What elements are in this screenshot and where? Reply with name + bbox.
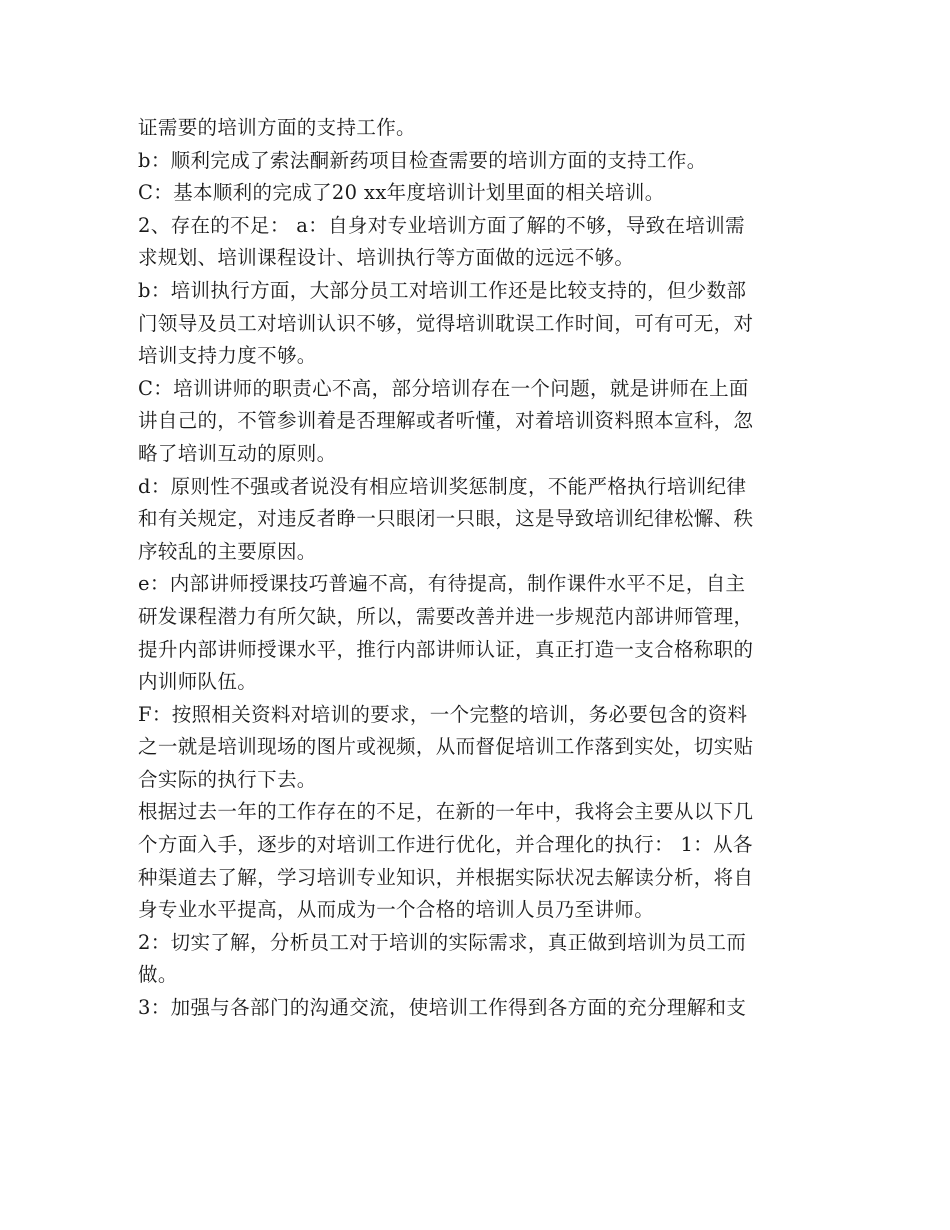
text-line: 略了培训互动的原则。: [138, 441, 337, 465]
text-line: b：顺利完成了索法酮新药项目检查需要的培训方面的支持工作。: [138, 148, 707, 172]
text-line: d：原则性不强或者说没有相应培训奖惩制度，不能严格执行培训纪律: [138, 474, 747, 498]
text-line: 提升内部讲师授课水平，推行内部讲师认证，真正打造一支合格称职的: [138, 637, 754, 661]
document-body: [138, 112, 828, 1025]
text-line: 求规划、培训课程设计、培训执行等方面做的远远不够。: [138, 246, 635, 270]
text-line: 做。: [138, 963, 178, 987]
text-line: 3：加强与各部门的沟通交流，使培训工作得到各方面的充分理解和支: [138, 996, 747, 1020]
text-line: 讲自己的，不管参训着是否理解或者听懂，对着培训资料照本宣科，忽: [138, 409, 754, 433]
text-line: 根据过去一年的工作存在的不足，在新的一年中，我将会主要从以下几: [138, 800, 754, 824]
text-line: 之一就是培训现场的图片或视频，从而督促培训工作落到实处，切实贴: [138, 735, 754, 759]
text-line: e：内部讲师授课技巧普遍不高，有待提高，制作课件水平不足，自主: [138, 572, 746, 596]
text-line: 合实际的执行下去。: [138, 767, 317, 791]
text-line: 研发课程潜力有所欠缺，所以，需要改善并进一步规范内部讲师管理，: [138, 604, 754, 628]
text-line: 证需要的培训方面的支持工作。: [138, 116, 416, 139]
text-line: C：基本顺利的完成了20 xx年度培训计划里面的相关培训。: [138, 181, 665, 205]
text-line: 序较乱的主要原因。: [138, 539, 317, 563]
text-line: 和有关规定，对违反者睁一只眼闭一只眼，这是导致培训纪律松懈、秩: [138, 507, 754, 531]
text-line: 2、存在的不足： a：自身对专业培训方面了解的不够，导致在培训需: [138, 213, 745, 237]
text-line: 种渠道去了解，学习培训专业知识，并根据实际状况去解读分析，将自: [138, 865, 754, 889]
text-line: F：按照相关资料对培训的要求，一个完整的培训，务必要包含的资料: [138, 702, 748, 726]
text-line: 个方面入手，逐步的对培训工作进行优化，并合理化的执行： 1：从各: [138, 833, 753, 857]
text-line: 培训支持力度不够。: [138, 344, 317, 368]
text-line: 门领导及员工对培训认识不够，觉得培训耽误工作时间，可有可无，对: [138, 311, 754, 335]
text-line: 内训师队伍。: [138, 670, 258, 694]
text-line: C：培训讲师的职责心不高，部分培训存在一个问题，就是讲师在上面: [138, 376, 749, 400]
text-line: 2：切实了解，分析员工对于培训的实际需求，真正做到培训为员工而: [138, 930, 747, 954]
text-line: b：培训执行方面，大部分员工对培训工作还是比较支持的，但少数部: [138, 278, 747, 302]
text-line: 身专业水平提高，从而成为一个合格的培训人员乃至讲师。: [138, 898, 655, 922]
